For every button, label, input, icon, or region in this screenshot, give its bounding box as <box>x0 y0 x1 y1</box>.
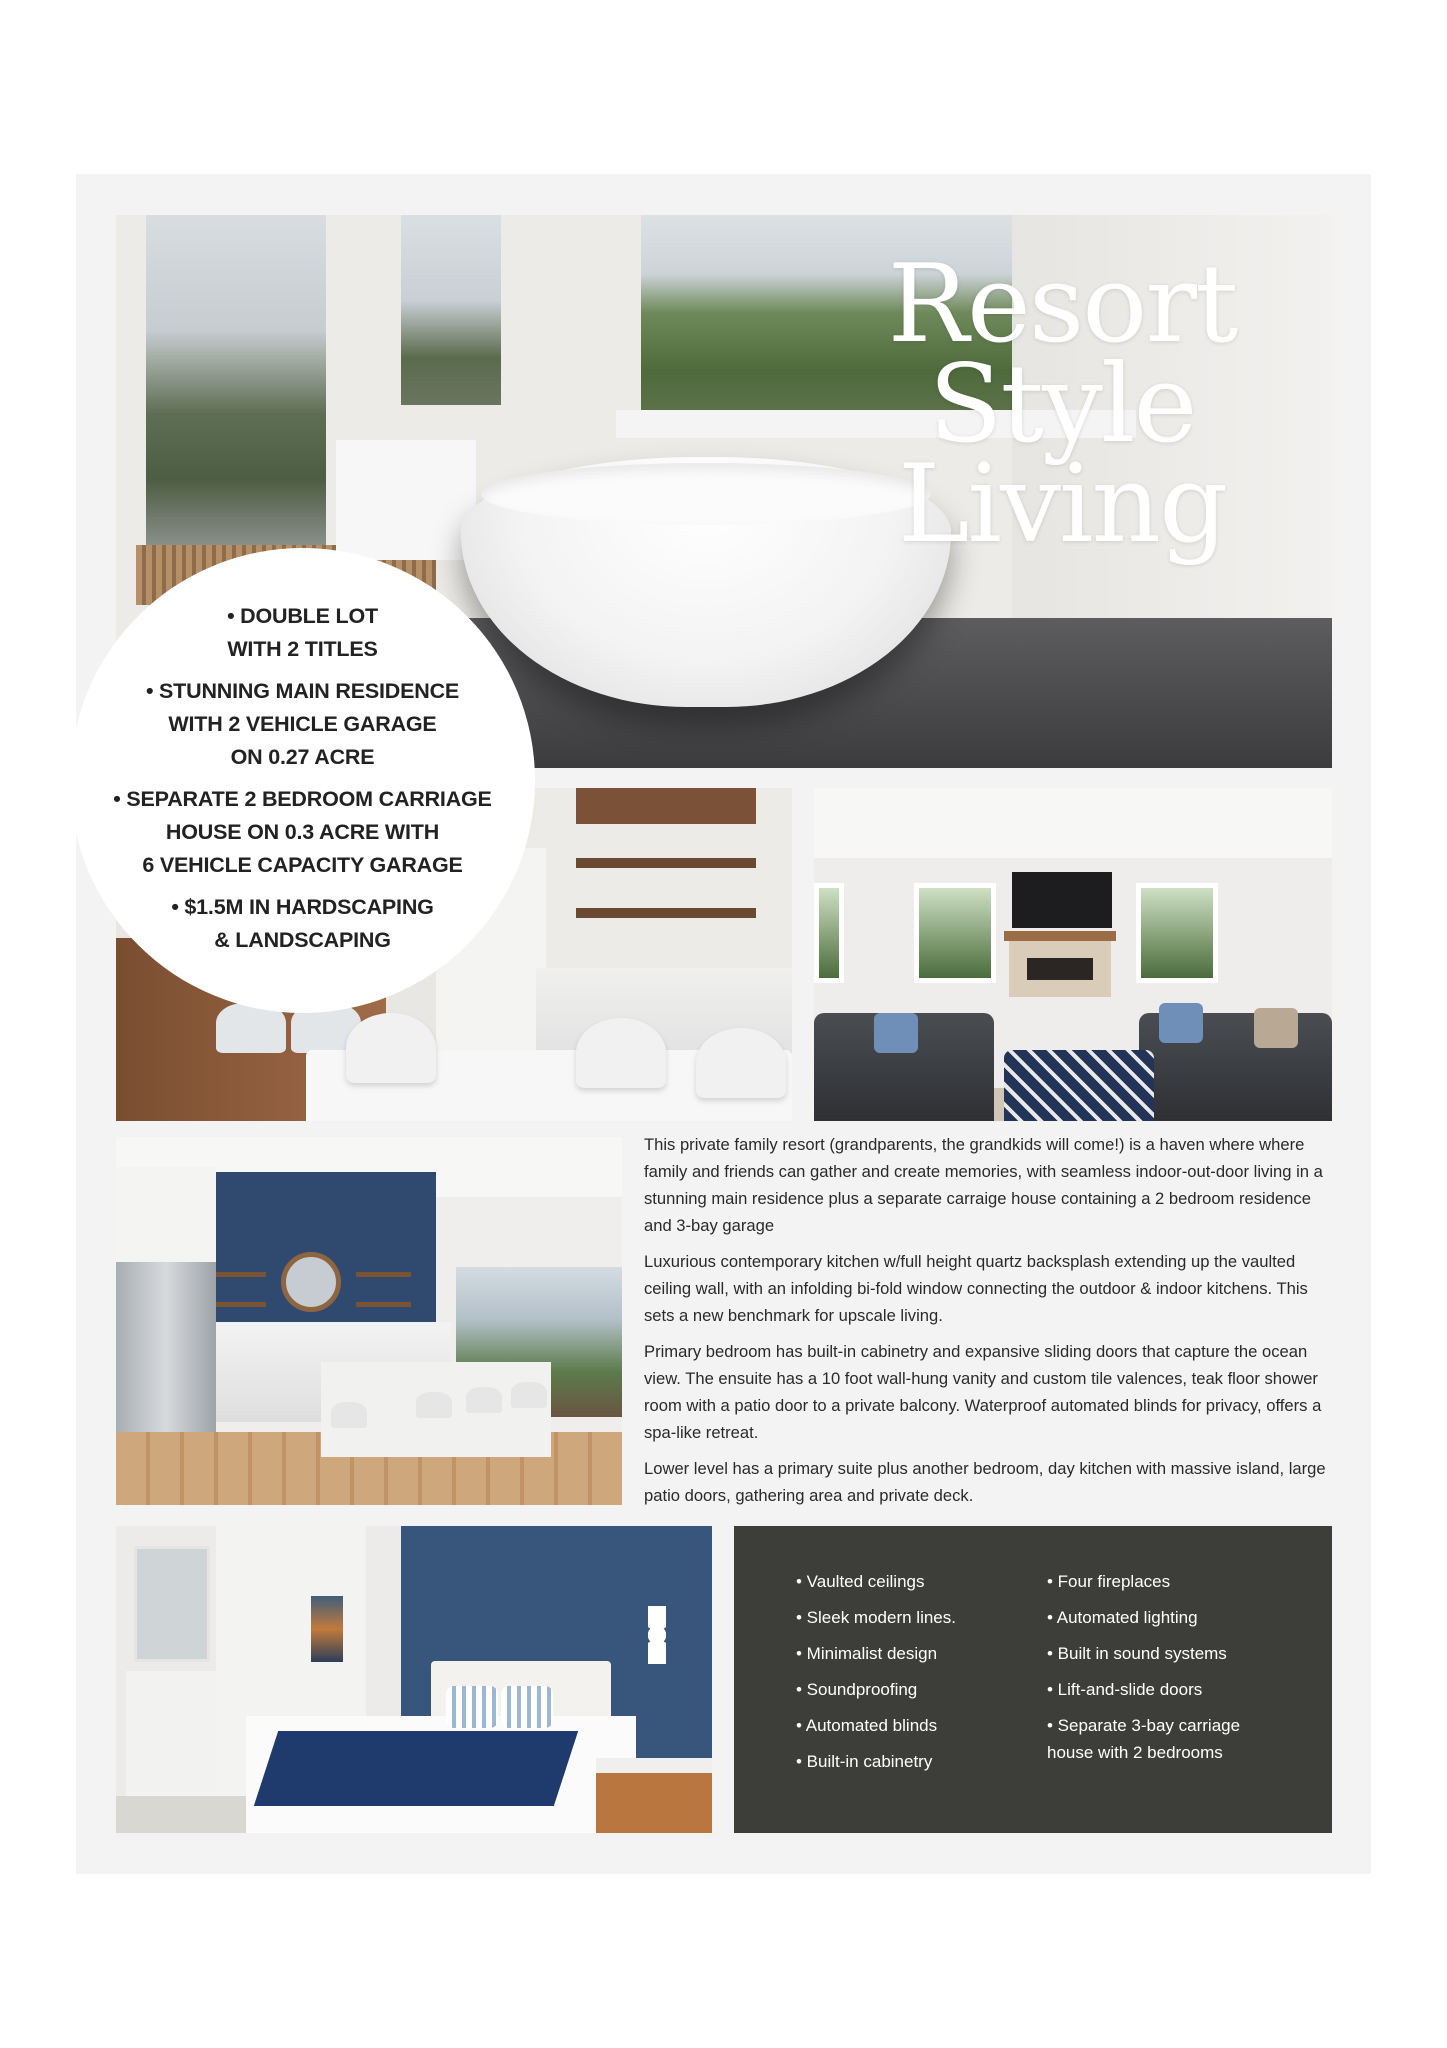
features-circle <box>70 548 535 1013</box>
hero-title-line-1: Resort <box>887 242 1237 367</box>
property-description <box>644 1131 1334 1518</box>
feature-line: • DOUBLE LOT WITH 2 TITLES <box>227 604 378 661</box>
amenities-box <box>734 1526 1332 1833</box>
hero-title <box>832 242 1292 567</box>
description-paragraph: This private family resort (grandparents, the grandkids will come!) is a haven where where family and friends can gather and create memories, with seamless indoor-out-door living in a stunning main residence plus a separate carraige house containing a 2 bedroom residence and 3-bay garage <box>644 1135 1323 1235</box>
feature-item <box>70 675 535 774</box>
feature-line: • STUNNING MAIN RESIDENCE WITH 2 VEHICLE GARAGE ON 0.27 ACRE <box>145 679 460 769</box>
amenities-list-left <box>796 1568 1026 1784</box>
feature-list <box>70 600 535 966</box>
amenity-item: • Lift-and-slide doors <box>1047 1680 1203 1699</box>
kitchen-photo <box>116 1137 622 1505</box>
description-paragraph: Primary bedroom has built-in cabinetry and expansive sliding doors that capture the ocean view. The ensuite has a 10 foot wall-hung vanity and custom tile valences, teak floor shower room with a patio door to a private balcony. Waterproof automated blinds for privacy, offers a spa-like retreat. <box>644 1342 1322 1442</box>
feature-line: • $1.5M IN HARDSCAPING & LANDSCAPING <box>171 895 434 952</box>
living-room-photo <box>814 788 1332 1121</box>
feature-item <box>70 600 535 666</box>
amenity-item: • Separate 3-bay carriage house with 2 bedrooms <box>1047 1716 1241 1762</box>
amenity-item: • Sleek modern lines. <box>796 1608 956 1627</box>
amenity-item: • Built-in cabinetry <box>796 1752 933 1771</box>
description-paragraph: Lower level has a primary suite plus another bedroom, day kitchen with massive island, large patio doors, gathering area and private deck. <box>644 1459 1326 1505</box>
hero-title-line-3: Living <box>897 442 1227 567</box>
feature-item <box>52 783 553 882</box>
bedroom-photo <box>116 1526 712 1833</box>
amenity-item: • Automated blinds <box>796 1716 938 1735</box>
amenity-item: • Vaulted ceilings <box>796 1572 925 1591</box>
amenity-item: • Built in sound systems <box>1047 1644 1227 1663</box>
amenity-item: • Automated lighting <box>1047 1608 1198 1627</box>
feature-line: • SEPARATE 2 BEDROOM CARRIAGE HOUSE ON 0.3 ACRE WITH 6 VEHICLE CAPACITY GARAGE <box>113 787 492 877</box>
hero-title-line-2: Style <box>928 342 1196 467</box>
description-paragraph: Luxurious contemporary kitchen w/full height quartz backsplash extending up the vaulted ceiling wall, with an infolding bi-fold window connecting the outdoor & indoor kitchens. This sets a new benchmark for upscale living. <box>644 1252 1308 1325</box>
feature-item <box>70 891 535 957</box>
amenity-item: • Four fireplaces <box>1047 1572 1171 1591</box>
amenities-list-right <box>1047 1568 1297 1775</box>
amenity-item: • Minimalist design <box>796 1644 938 1663</box>
amenity-item: • Soundproofing <box>796 1680 918 1699</box>
